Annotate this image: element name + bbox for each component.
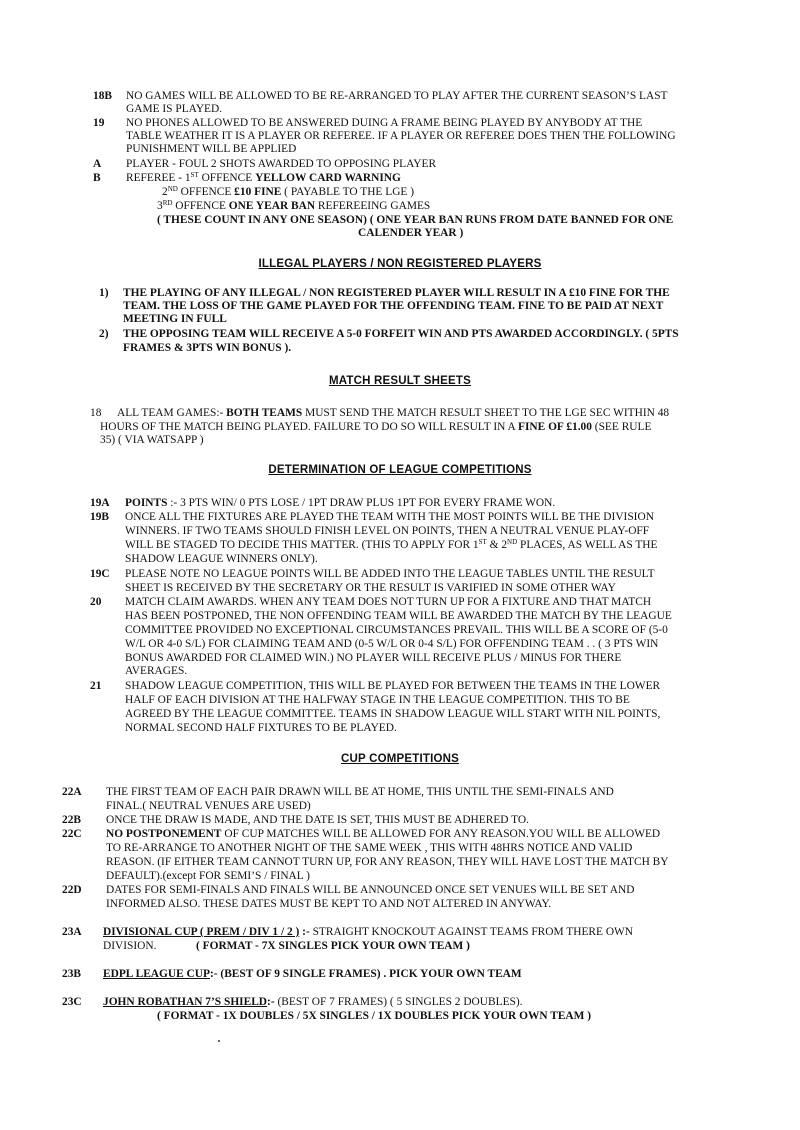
rule-text: DIVISION. [103, 940, 157, 952]
section-heading-illegal-players: ILLEGAL PLAYERS / NON REGISTERED PLAYERS [258, 258, 542, 270]
rule-text: THE PLAYING OF ANY ILLEGAL / NON REGISTERED PLAYER WILL RESULT IN A £10 FINE FOR THE [123, 287, 670, 299]
rule-text: W/L OR 4-0 S/L) FOR CLAIMING TEAM AND (0-5 W/L OR 0-4 S/L) FOR OFFENDING TEAM . . ( 3 PTS WIN [125, 638, 659, 650]
rule-text: SHADOW LEAGUE WINNERS ONLY). [125, 553, 318, 565]
rule-number: 23A [62, 926, 82, 938]
text-run: OF CUP MATCHES WILL BE ALLOWED FOR ANY REASON.YOU WILL BE ALLOWED [221, 828, 661, 840]
text-run: ( PAYABLE TO THE LGE ) [281, 186, 415, 198]
rule-text [157, 200, 430, 214]
rule-number: 19C [90, 568, 110, 580]
rule-text: SHEET IS RECEIVED BY THE SECRETARY OR THE RESULT IS VARIFIED IN SOME OTHER WAY [125, 582, 616, 594]
rule-text [125, 497, 555, 511]
competition-name: EDPL LEAGUE CUP [103, 968, 210, 980]
rule-number: 22A [62, 786, 82, 798]
section-heading-match-result-sheets: MATCH RESULT SHEETS [328, 375, 471, 387]
rule-text: ( THESE COUNT IN ANY ONE SEASON) ( ONE YEAR BAN RUNS FROM DATE BANNED FOR ONE [157, 214, 674, 226]
rule-number: 18B [93, 90, 112, 102]
rule-text: WINNERS. IF TWO TEAMS SHOULD FINISH LEVEL ON POINTS, THEN A NEUTRAL VENUE PLAY-OFF [125, 525, 650, 537]
rule-number: 21 [90, 680, 102, 692]
rule-number: 18 [90, 407, 102, 419]
rule-text: AVERAGES. [125, 665, 188, 677]
text-run: & 2 [486, 539, 508, 551]
text-run: 3 [157, 200, 163, 212]
rule-number: A [93, 158, 102, 170]
rule-text: SHADOW LEAGUE COMPETITION, THIS WILL BE PLAYED FOR BETWEEN THE TEAMS IN THE LOWER [125, 680, 661, 692]
competition-name: DIVISIONAL CUP ( PREM / DIV 1 / 2 ) [103, 926, 300, 938]
rule-text [117, 407, 669, 421]
rule-text: PUNISHMENT WILL BE APPLIED [126, 143, 297, 155]
rule-text: MEETING IN FULL [123, 313, 227, 325]
competition-name: JOHN ROBATHAN 7’S SHIELD [103, 996, 268, 1008]
text-run: WILL BE STAGED TO DECIDE THIS MATTER. (THIS TO APPLY FOR 1 [125, 539, 479, 551]
ordinal-suffix: ST [478, 538, 487, 546]
rule-text [126, 172, 401, 186]
rule-text: FRAMES & 3PTS WIN BONUS ). [123, 342, 292, 354]
rule-text: CALENDER YEAR ) [358, 227, 464, 239]
format-text: ( FORMAT - 7X SINGLES PICK YOUR OWN TEAM ) [196, 940, 470, 952]
scan-speck [218, 1040, 220, 1042]
bold-text: ONE YEAR BAN [228, 200, 316, 212]
rule-number: 23C [62, 996, 82, 1008]
rule-text: NO GAMES WILL BE ALLOWED TO BE RE-ARRANGED TO PLAY AFTER THE CURRENT SEASON’S LAST [126, 90, 668, 102]
rule-text [103, 926, 633, 940]
rule-number: 19 [93, 117, 105, 129]
text-run: PLACES, AS WELL AS THE [517, 539, 658, 551]
rule-text: NO PHONES ALLOWED TO BE ANSWERED DUING A FRAME BEING PLAYED BY ANYBODY AT THE [126, 117, 643, 129]
ordinal-suffix: ND [507, 538, 518, 546]
rule-text [125, 539, 657, 553]
separator: :- [209, 968, 218, 980]
text-run: OFFENCE [177, 186, 235, 198]
text-run: REFEREEING GAMES [315, 200, 431, 212]
rule-text [100, 421, 651, 435]
rule-text: DEFAULT).(except FOR SEMI’S / FINAL ) [106, 870, 310, 882]
rule-text: GAME IS PLAYED. [126, 103, 223, 115]
rule-text: TABLE WEATHER IT IS A PLAYER OR REFEREE. IF A PLAYER OR REFEREE DOES THEN THE FOLLOWING [126, 130, 676, 142]
rule-text: PLEASE NOTE NO LEAGUE POINTS WILL BE ADDED INTO THE LEAGUE TABLES UNTIL THE RESULT [125, 568, 655, 580]
rule-text: TEAM. THE LOSS OF THE GAME PLAYED FOR THE OFFENDING TEAM. FINE TO BE PAID AT NEXT [123, 300, 664, 312]
rule-number: 1) [99, 287, 109, 299]
rule-text: AGREED BY THE LEAGUE COMMITTEE. TEAMS IN SHADOW LEAGUE WILL START WITH NIL POINTS, [125, 708, 661, 720]
rule-number: 2) [99, 328, 109, 340]
separator: :- [299, 926, 310, 938]
text-run: (BEST OF 9 SINGLE FRAMES) . PICK YOUR OWN TEAM [217, 968, 522, 980]
rule-text [106, 828, 660, 842]
text-run: REFEREE - 1 [126, 172, 191, 184]
ordinal-suffix: RD [162, 199, 173, 207]
rule-text: COMMITTEE PROVIDED NO EXCEPTIONAL CIRCUMSTANCES PREVAIL. THIS WILL BE A SCORE OF (5-0 [125, 624, 668, 636]
bold-text: FINE OF £1.00 [518, 421, 592, 433]
rule-text: HAS BEEN POSTPONED, THE NON OFFENDING TEAM WILL BE AWARDED THE MATCH BY THE LEAGUE [125, 610, 672, 622]
rule-number: 23B [62, 968, 81, 980]
rule-text: HALF OF EACH DIVISION AT THE HALFWAY STAGE IN THE LEAGUE COMPETITION. THIS TO BE [125, 694, 630, 706]
rule-text [103, 996, 523, 1010]
rule-number: 22D [62, 884, 82, 896]
bold-text: £10 FINE [234, 186, 282, 198]
rule-text: ONCE THE DRAW IS MADE, AND THE DATE IS SET, THIS MUST BE ADHERED TO. [106, 814, 529, 826]
rule-text: THE FIRST TEAM OF EACH PAIR DRAWN WILL BE AT HOME, THIS UNTIL THE SEMI-FINALS AND [106, 786, 614, 798]
rule-text [103, 968, 522, 982]
rule-number: 19A [90, 497, 110, 509]
rule-text: TO RE-ARRANGE TO ANOTHER NIGHT OF THE SAME WEEK , THIS WITH 48HRS NOTICE AND VALID [106, 842, 633, 854]
bold-text: BOTH TEAMS [226, 407, 303, 419]
text-run: OFFENCE [198, 172, 256, 184]
rule-text: REASON. (IF EITHER TEAM CANNOT TURN UP, FOR ANY REASON, THEY WILL HAVE LOST THE MATCH BY [106, 856, 669, 868]
rule-number: 22B [62, 814, 81, 826]
rule-text: MATCH CLAIM AWARDS. WHEN ANY TEAM DOES NOT TURN UP FOR A FIXTURE AND THAT MATCH [125, 596, 652, 608]
rule-text: BONUS AWARDED FOR CLAIMED WIN.) NO PLAYER WILL RECEIVE PLUS / MINUS FOR THERE [125, 652, 622, 664]
text-run: 2 [162, 186, 168, 198]
rule-text: INFORMED ALSO. THESE DATES MUST BE KEPT TO AND NOT ALTERED IN ANYWAY. [106, 898, 552, 910]
rule-text: ONCE ALL THE FIXTURES ARE PLAYED THE TEAM WITH THE MOST POINTS WILL BE THE DIVISION [125, 511, 654, 523]
rule-text: NORMAL SECOND HALF FIXTURES TO BE PLAYED. [125, 722, 397, 734]
text-run: OFFENCE [172, 200, 229, 212]
rule-number: 20 [90, 596, 102, 608]
section-heading-league-competitions: DETERMINATION OF LEAGUE COMPETITIONS [268, 464, 532, 476]
text-run: MUST SEND THE MATCH RESULT SHEET TO THE LGE SEC WITHIN 48 [302, 407, 670, 419]
rule-number: B [93, 172, 101, 184]
rule-text: PLAYER - FOUL 2 SHOTS AWARDED TO OPPOSING PLAYER [126, 158, 437, 170]
rule-number: 19B [90, 511, 109, 523]
text-run: (SEE RULE [591, 421, 652, 433]
bold-text: YELLOW CARD WARNING [255, 172, 401, 184]
ordinal-suffix: ND [167, 185, 178, 193]
format-text: ( FORMAT - 1X DOUBLES / 5X SINGLES / 1X DOUBLES PICK YOUR OWN TEAM ) [157, 1010, 592, 1022]
bold-text: POINTS [125, 497, 168, 509]
separator: :- [267, 996, 275, 1008]
text-run: ALL TEAM GAMES:- [117, 407, 227, 419]
rule-text: FINAL.( NEUTRAL VENUES ARE USED) [106, 800, 311, 812]
ordinal-suffix: ST [190, 171, 199, 179]
rule-text: THE OPPOSING TEAM WILL RECEIVE A 5-0 FORFEIT WIN AND PTS AWARDED ACCORDINGLY. ( 5PTS [123, 328, 679, 340]
rule-text: DATES FOR SEMI-FINALS AND FINALS WILL BE ANNOUNCED ONCE SET VENUES WILL BE SET AND [106, 884, 635, 896]
rule-text [162, 186, 414, 200]
rule-text: 35) ( VIA WATSAPP ) [100, 434, 204, 446]
text-run: STRAIGHT KNOCKOUT AGAINST TEAMS FROM THERE OWN [309, 926, 634, 938]
text-run: (BEST OF 7 FRAMES) ( 5 SINGLES 2 DOUBLES). [274, 996, 523, 1008]
section-heading-cup-competitions: CUP COMPETITIONS [341, 753, 459, 765]
text-run: :- 3 PTS WIN/ 0 PTS LOSE / 1PT DRAW PLUS 1PT FOR EVERY FRAME WON. [167, 497, 556, 509]
bold-text: NO POSTPONEMENT [106, 828, 222, 840]
rule-number: 22C [62, 828, 82, 840]
text-run: HOURS OF THE MATCH BEING PLAYED. FAILURE TO DO SO WILL RESULT IN A [100, 421, 519, 433]
